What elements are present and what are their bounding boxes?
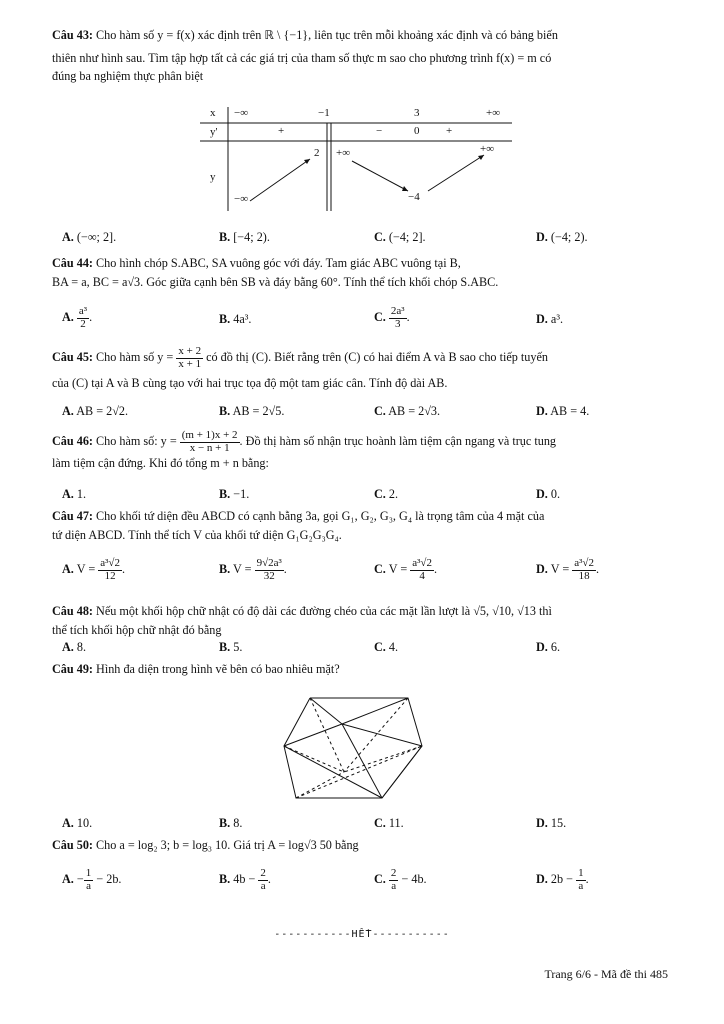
question-text: đúng ba nghiệm thực phân biệt bbox=[52, 69, 204, 83]
option-d[interactable]: D. V = $\frac{\text{a³√2}}{18}$ . bbox=[536, 557, 600, 582]
x-value: −∞ bbox=[234, 107, 249, 119]
option-d[interactable]: D. AB = 4. bbox=[536, 404, 590, 418]
question-text: . Đồ thị hàm số nhận trục hoành làm tiệm cận ngang và trục tung bbox=[239, 433, 557, 448]
answer-options-43 bbox=[62, 230, 682, 250]
question-text: Cho khối tứ diện đều ABCD có cạnh bằng 3a, gọi G₁, G₂, G₃, G₄ là trọng tâm của 4 mặt của bbox=[96, 509, 545, 523]
decreasing-arrow bbox=[352, 161, 408, 191]
option-b[interactable]: B. 5. bbox=[219, 640, 243, 654]
question-label: Câu 46: bbox=[52, 433, 93, 448]
fraction: $\frac{(m + 1)x + 2}{x - n + 1}$ bbox=[181, 429, 238, 454]
question-text: của (C) tại A và B cùng tạo với hai trục tọa độ một tam giác cân. Tính độ dài AB. bbox=[52, 376, 448, 391]
polyhedron-figure bbox=[282, 690, 424, 802]
question-45: Câu 45: Cho hàm số y = $\frac{x + 2}{x + 1}$ có đồ thị (C). Biết rằng trên (C) có hai điểm A và B sao cho tiếp tuyến của (C) tại A và B cùng tạo với hai trục tọa độ một tam giác cân. Tính độ dài AB. bbox=[52, 346, 676, 393]
option-d[interactable]: D. a³. bbox=[536, 312, 564, 326]
answer-options-48 bbox=[62, 640, 682, 660]
option-b[interactable]: B. −1. bbox=[219, 487, 250, 501]
sign: 0 bbox=[414, 125, 420, 137]
option-b[interactable]: B. AB = 2√5. bbox=[219, 404, 285, 418]
option-c[interactable]: C. $\frac{\text{2a³}}{3}$ . bbox=[374, 305, 410, 330]
question-48 bbox=[52, 602, 676, 639]
answer-options-49 bbox=[62, 816, 682, 836]
answer-options-44 bbox=[62, 306, 682, 336]
y-value: −∞ bbox=[234, 193, 249, 205]
x-value: +∞ bbox=[486, 107, 501, 119]
question-text: Nếu một khối hộp chữ nhật có độ dài các đường chéo của các mặt lần lượt là √5, √10, √13 thì bbox=[96, 604, 552, 618]
question-47 bbox=[52, 507, 676, 544]
question-text: BA = a, BC = a√3. Góc giữa cạnh bên SB và đáy bằng 60°. Tính thể tích khối chóp S.ABC. bbox=[52, 274, 499, 289]
y-value: +∞ bbox=[336, 147, 351, 159]
question-text: Hình đa diện trong hình vẽ bên có bao nhiêu mặt? bbox=[96, 662, 340, 676]
option-a[interactable]: A. V = $\frac{\text{a³√2}}{12}$ . bbox=[62, 557, 126, 582]
option-b[interactable]: B. 4b − $\frac{2}{a}$ . bbox=[219, 867, 271, 892]
option-a[interactable]: A. − $\frac{1}{a}$ − 2b. bbox=[62, 867, 122, 892]
sign: − bbox=[376, 125, 383, 137]
option-a[interactable]: A. 8. bbox=[62, 640, 87, 654]
option-a[interactable]: A. (−∞; 2]. bbox=[62, 230, 117, 244]
question-label: Câu 48: bbox=[52, 604, 93, 618]
question-text: có đồ thị (C). Biết rằng trên (C) có hai điểm A và B sao cho tiếp tuyến bbox=[206, 349, 548, 364]
option-d[interactable]: D. (−4; 2). bbox=[536, 230, 588, 244]
option-a[interactable]: A. 1. bbox=[62, 487, 87, 501]
option-d[interactable]: D. 2b − $\frac{1}{a}$ . bbox=[536, 867, 589, 892]
question-49 bbox=[52, 660, 676, 679]
question-44 bbox=[52, 254, 676, 291]
option-c[interactable]: C. 2. bbox=[374, 487, 399, 501]
answer-options-50 bbox=[62, 868, 682, 898]
option-c[interactable]: C. $\frac{2}{a}$ − 4b. bbox=[374, 867, 427, 892]
answer-options-47 bbox=[62, 558, 682, 588]
option-c[interactable]: C. AB = 2√3. bbox=[374, 404, 441, 418]
option-c[interactable]: C. (−4; 2]. bbox=[374, 230, 426, 244]
variation-table bbox=[200, 105, 512, 213]
option-d[interactable]: D. 15. bbox=[536, 816, 567, 830]
question-label: Câu 45: bbox=[52, 349, 93, 364]
question-50 bbox=[52, 836, 676, 855]
page-footer: Trang 6/6 - Mã đề thi 485 bbox=[544, 967, 668, 981]
row-label-yprime: y' bbox=[210, 126, 218, 138]
row-label-x: x bbox=[210, 107, 216, 119]
option-a[interactable]: A. 10. bbox=[62, 816, 93, 830]
question-text: tứ diện ABCD. Tính thể tích V của khối tứ diện G₁G₂G₃G₄. bbox=[52, 527, 342, 542]
increasing-arrow bbox=[428, 155, 484, 191]
y-value: −4 bbox=[408, 191, 420, 203]
y-value: 2 bbox=[314, 147, 320, 159]
question-text: Cho hình chóp S.ABC, SA vuông góc với đáy. Tam giác ABC vuông tại B, bbox=[96, 256, 461, 270]
option-a[interactable]: A. $\frac{\text{a³}}{2}$ . bbox=[62, 305, 93, 330]
sign: + bbox=[278, 125, 285, 137]
question-label: Câu 49: bbox=[52, 662, 93, 676]
question-43 bbox=[52, 26, 676, 86]
option-b[interactable]: B. 4a³. bbox=[219, 312, 252, 326]
y-value: +∞ bbox=[480, 143, 495, 155]
question-text: Cho a = log₂ 3; b = log₃ 10. Giá trị A = log√3 50 bằng bbox=[96, 838, 359, 852]
question-label: Câu 50: bbox=[52, 838, 93, 852]
increasing-arrow bbox=[250, 159, 310, 201]
question-text: thiên như hình sau. Tìm tập hợp tất cả các giá trị của tham số thực m sao cho phương trình f(x) = m có bbox=[52, 50, 552, 65]
end-marker: -----------HẾT----------- bbox=[274, 929, 450, 940]
option-c[interactable]: C. V = $\frac{\text{a³√2}}{4}$ . bbox=[374, 557, 438, 582]
option-d[interactable]: D. 6. bbox=[536, 640, 561, 654]
question-label: Câu 44: bbox=[52, 256, 93, 270]
answer-options-45 bbox=[62, 404, 682, 424]
option-b[interactable]: B. V = $\frac{\text{9√2a³}}{32}$ . bbox=[219, 557, 287, 582]
option-c[interactable]: C. 11. bbox=[374, 816, 404, 830]
question-text: thể tích khối hộp chữ nhật đó bằng bbox=[52, 622, 222, 637]
x-value: −1 bbox=[318, 107, 330, 119]
x-value: 3 bbox=[414, 107, 420, 119]
option-a[interactable]: A. AB = 2√2. bbox=[62, 404, 129, 418]
sign: + bbox=[446, 125, 453, 137]
question-text: làm tiệm cận đứng. Khi đó tổng m + n bằng: bbox=[52, 456, 269, 471]
question-label: Câu 47: bbox=[52, 509, 93, 523]
row-label-y: y bbox=[210, 171, 216, 183]
option-c[interactable]: C. 4. bbox=[374, 640, 399, 654]
question-46: Câu 46: Cho hàm số: y = $\frac{(m + 1)x + 2}{x - n + 1}$ . Đồ thị hàm số nhận trục hoành làm tiệm cận ngang và trục tung làm tiệm cận đứng. Khi đó tổng m + n bằng: bbox=[52, 430, 676, 473]
option-d[interactable]: D. 0. bbox=[536, 487, 561, 501]
fraction: $\frac{x + 2}{x + 1}$ bbox=[178, 345, 202, 370]
question-text: Cho hàm số y = f(x) xác định trên ℝ \ {−1}, liên tục trên mỗi khoảng xác định và có bảng biến bbox=[96, 28, 558, 42]
question-label: Câu 43: bbox=[52, 28, 93, 42]
option-b[interactable]: B. 8. bbox=[219, 816, 243, 830]
answer-options-46 bbox=[62, 487, 682, 507]
option-b[interactable]: B. [−4; 2). bbox=[219, 230, 270, 244]
